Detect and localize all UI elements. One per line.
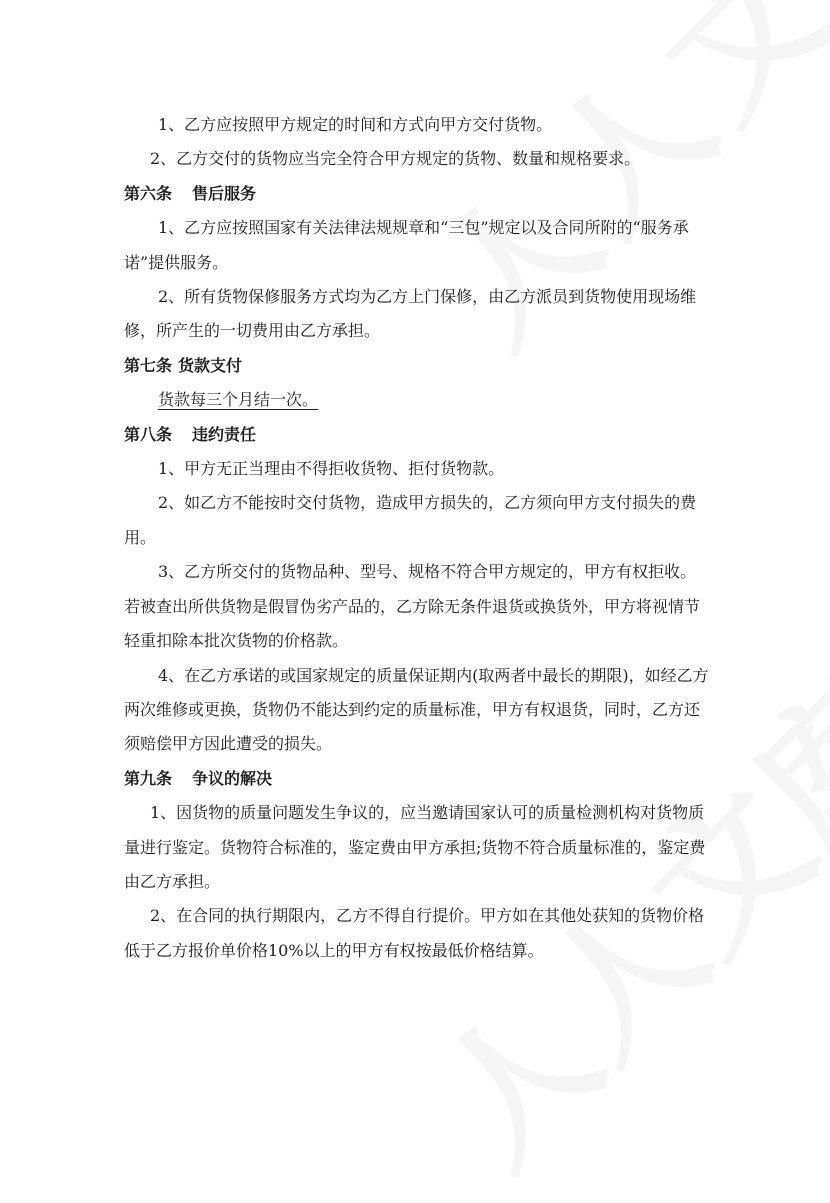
underlined-text: 货款每三个月结一次。 — [158, 390, 319, 410]
section-title: 违约责任 — [192, 424, 257, 444]
section-number: 第八条 — [124, 424, 173, 444]
section-heading — [124, 177, 710, 211]
clause-paragraph: 1、因货物的质量问题发生争议的，应当邀请国家认可的质量检测机构对货物质量进行鉴定。货物符合标准的，鉴定费由甲方承担;货物不符合质量标准的，鉴定费由乙方承担。 — [124, 803, 706, 891]
section-title: 货款支付 — [178, 355, 243, 375]
section-number: 第六条 — [124, 183, 173, 203]
clause-paragraph: 3、乙方所交付的货物品种、型号、规格不符合甲方规定的，甲方有权拒收。若被查出所供货物是假冒伪劣产品的，乙方除无条件退货或换货外，甲方将视情节轻重扣除本批次货物的价格款。 — [124, 562, 701, 651]
section-heading — [124, 418, 710, 452]
section-heading — [124, 762, 710, 796]
section-number: 第九条 — [124, 768, 173, 788]
clause-paragraph: 2、在合同的执行期限内，乙方不得自行提价。甲方如在其他处获知的货物价格低于乙方报价单价格10%以上的甲方有权按最低价格结算。 — [124, 906, 705, 960]
section-number: 第七条 — [124, 355, 173, 375]
payment-terms — [124, 383, 710, 417]
document-body — [124, 108, 710, 968]
clause-paragraph: 2、所有货物保修服务方式均为乙方上门保修，由乙方派员到货物使用现场维修，所产生的一切费用由乙方承担。 — [124, 287, 697, 341]
clause-paragraph: 1、甲方无正当理由不得拒收货物、拒付货物款。 — [158, 459, 505, 479]
clause-paragraph: 2、乙方交付的货物应当完全符合甲方规定的货物、数量和规格要求。 — [150, 149, 641, 169]
clause-paragraph: 1、乙方应按照甲方规定的时间和方式向甲方交付货物。 — [158, 115, 553, 134]
section-title: 争议的解决 — [192, 768, 273, 788]
clause-paragraph: 2、如乙方不能按时交付货物，造成甲方损失的，乙方须向甲方支付损失的费用。 — [124, 493, 697, 547]
clause-paragraph: 4、在乙方承诺的或国家规定的质量保证期内(取两者中最长的期限)，如经乙方两次维修或更换，货物仍不能达到约定的质量标准，甲方有权退货，同时，乙方还须赔偿甲方因此遭受的损失。 — [124, 665, 709, 754]
clause-paragraph: 1、乙方应按照国家有关法律法规规章和“三包”规定以及合同所附的“服务承诺”提供服务。 — [124, 218, 689, 272]
section-heading — [124, 349, 710, 383]
section-title: 售后服务 — [192, 183, 257, 203]
